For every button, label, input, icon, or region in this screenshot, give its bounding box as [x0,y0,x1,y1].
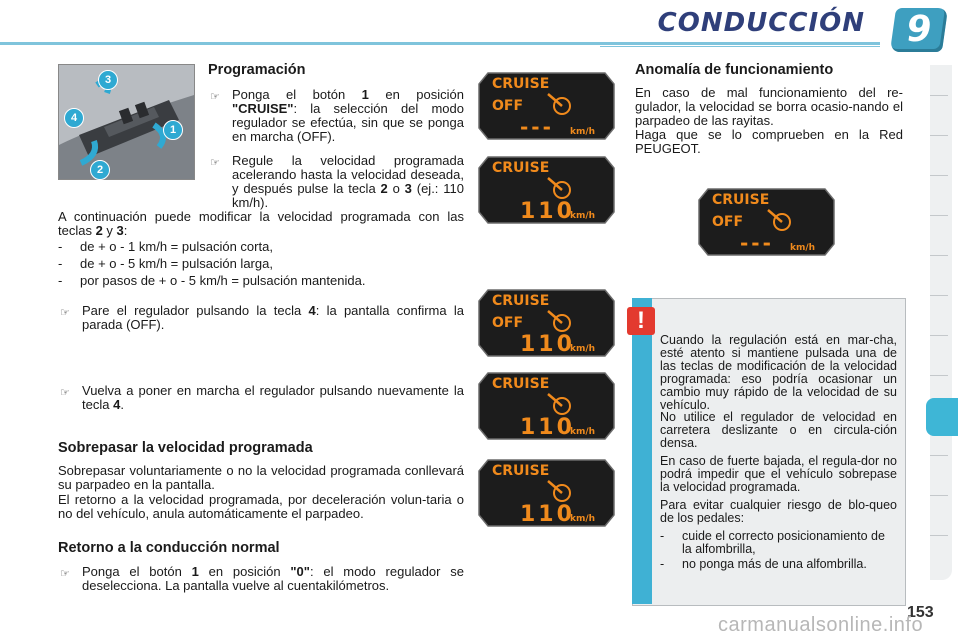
chapter-badge: 9 [890,8,948,52]
section-heading-sobrepasar: Sobrepasar la velocidad programada [58,440,313,456]
page-title: CONDUCCIÓN [657,8,865,38]
callout-2: 2 [90,160,110,180]
warning-list-item: no ponga más de una alfombrilla. [682,557,867,571]
section-heading-programacion: Programación [208,62,306,78]
speed-unit: km/h [570,211,596,221]
warning-icon: ! [627,307,655,335]
anomalia-p1: En caso de mal funcionamiento del re-gulador, la velocidad se borra ocasio-nando el parpadeo de las rayitas. [635,85,903,128]
section-heading-retorno: Retorno a la conducción normal [58,540,280,556]
header-rule-thin [600,46,880,47]
speed-unit: km/h [570,344,596,354]
step-1-text: Ponga el botón 1 en posición "CRUISE": la selección del modo regulador se efectúa, sin que se ponga en marcha (OFF). [232,87,464,144]
step-2-text: Regule la velocidad programada acelerando hasta la velocidad deseada, y después pulse la tecla 2 o 3 (ej.: 110 km/h). [232,153,464,210]
speed-unit: km/h [570,427,596,437]
hand-pointer-icon: ☞ [60,307,70,319]
speed-readout: 110 [520,502,575,527]
off-status: OFF [492,315,524,331]
sobrepasar-p1: Sobrepasar voluntariamente o no la velocidad programada conllevará su parpadeo en la pantalla. [58,463,464,492]
chapter-tab-active[interactable] [926,398,958,436]
cruise-label: CRUISE [492,463,550,479]
cruise-display [478,156,615,224]
cruise-display-graphic [478,289,615,357]
cruise-label: CRUISE [712,192,770,208]
cruise-display [478,459,615,527]
cruise-display-graphic [478,156,615,224]
cruise-display-graphic [478,459,615,527]
hand-pointer-icon: ☞ [210,91,220,103]
pause-text: Pare el regulador pulsando la tecla 4: la pantalla confirma la parada (OFF). [82,303,464,332]
cruise-label: CRUISE [492,76,550,92]
off-status: OFF [492,98,524,114]
resume-text: Vuelva a poner en marcha el regulador pulsando nuevamente la tecla 4. [82,383,464,412]
hand-pointer-icon: ☞ [60,387,70,399]
header-rule [0,42,880,45]
tab-divider [930,95,948,96]
list-dash: - [58,256,63,271]
page-number: 153 [907,604,934,621]
warning-p3: En caso de fuerte bajada, el regula-dor no podrá impedir que el vehículo sobrepase la velocidad programada. [660,454,897,494]
list-dash: - [660,529,665,543]
tab-divider [930,375,948,376]
cruise-display [478,289,615,357]
cruise-display-graphic [698,188,835,256]
warning-list-item: cuide el correcto posicionamiento de la alfombrilla, [682,529,885,556]
warning-p1: Cuando la regulación está en mar-cha, esté atento si mantiene pulsada una de las teclas de modificación de la velocidad programada: eso podría ocasionar un cambio muy rápido de la velocidad de su vehículo. [660,333,897,412]
speed-readout: 110 [520,415,575,440]
watermark: carmanualsonline.info [718,614,924,636]
tab-divider [930,175,948,176]
tab-divider [930,455,948,456]
cruise-label: CRUISE [492,293,550,309]
section-heading-anomalia: Anomalía de funcionamiento [635,62,834,78]
cruise-label: CRUISE [492,160,550,176]
tab-divider [930,495,948,496]
tab-divider [930,295,948,296]
speed-unit: km/h [570,514,596,524]
hand-pointer-icon: ☞ [210,157,220,169]
cruise-display-graphic [478,372,615,440]
cruise-display [478,72,615,140]
retorno-text: Ponga el botón 1 en posición "0": el modo regulador se deselecciona. La pantalla vuelve al cuentakilómetros. [82,564,464,593]
callout-3: 3 [98,70,118,90]
chapter-tab-strip [930,65,952,580]
speed-unit: km/h [790,243,816,253]
tab-divider [930,135,948,136]
anomalia-p2: Haga que se lo comprueben en la Red PEUGEOT. [635,127,903,156]
cruise-display [478,372,615,440]
speed-readout: 110 [520,199,575,224]
list-item: de + o - 5 km/h = pulsación larga, [80,256,273,271]
off-status: OFF [712,214,744,230]
list-dash: - [58,239,63,254]
modify-intro-text: A continuación puede modificar la velocidad programada con las teclas 2 y 3: [58,209,464,238]
tab-divider [930,255,948,256]
callout-4: 4 [64,108,84,128]
tab-divider [930,215,948,216]
tab-divider [930,335,948,336]
speed-readout: 110 [520,332,575,357]
callout-1: 1 [163,120,183,140]
cruise-label: CRUISE [492,376,550,392]
list-dash: - [58,273,63,288]
tab-divider [930,535,948,536]
speed-unit: km/h [570,127,596,137]
cruise-display-graphic [478,72,615,140]
warning-p2: No utilice el regulador de velocidad en carretera deslizante o en circula-ción densa. [660,410,897,450]
warning-p4: Para evitar cualquier riesgo de blo-queo de los pedales: [660,498,897,525]
speed-readout: --- [740,231,774,255]
list-item: por pasos de + o - 5 km/h = pulsación mantenida. [80,273,366,288]
speed-readout: --- [520,115,554,139]
warning-accent-bar [632,298,652,604]
list-item: de + o - 1 km/h = pulsación corta, [80,239,273,254]
cruise-display [698,188,835,256]
sobrepasar-p2: El retorno a la velocidad programada, por deceleración volun-taria o no del vehículo, anula automáticamente el parpadeo. [58,492,464,521]
hand-pointer-icon: ☞ [60,568,70,580]
list-dash: - [660,557,665,571]
